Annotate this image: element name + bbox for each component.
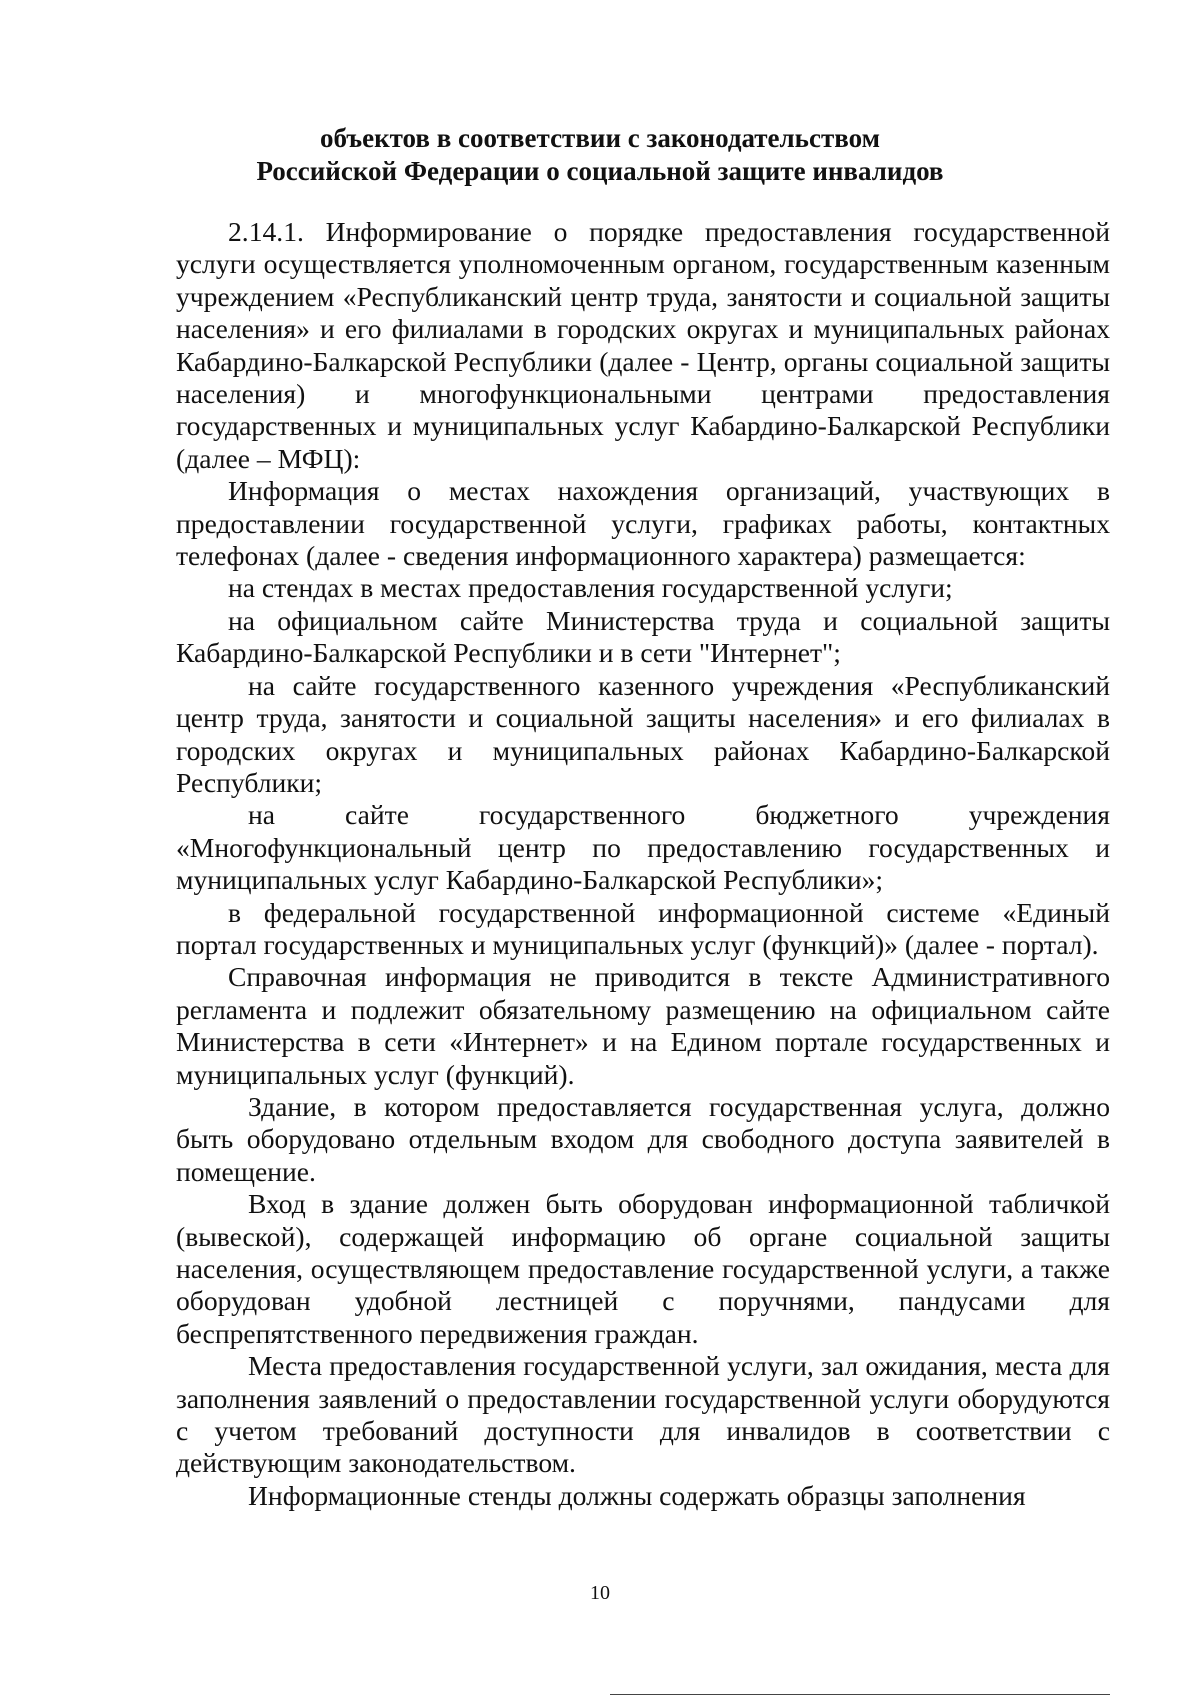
paragraph-service-places: Места предоставления государственной услуги, зал ожидания, места для заполнения заявлений о предоставлении государственной услуги оборудуются с учетом требований доступности для инвалидов в соответствии с действующим законодательством. bbox=[176, 1350, 1110, 1479]
paragraph-2-14-1: 2.14.1. Информирование о порядке предоставления государственной услуги осуществляется уполномоченным органом, государственным казенным учреждением «Республиканский центр труда, занятости и социальной защиты населения» и его филиалами в городских округах и муниципальных районах Кабардино-Балкарской Республики (далее - Центр, органы социальной защиты населения) и многофункциональными центрами предоставления государственных и муниципальных услуг Кабардино-Балкарской Республики (далее – МФЦ): bbox=[176, 216, 1110, 474]
heading-line-1: объектов в соответствии с законодательством bbox=[320, 123, 880, 153]
paragraph-info-locations: Информация о местах нахождения организаций, участвующих в предоставлении государственной услуги, графиках работы, контактных телефонах (далее - сведения информационного характера) размещается: bbox=[176, 475, 1110, 572]
paragraph-building: Здание, в котором предоставляется государственная услуга, должно быть оборудовано отдельным входом для свободного доступа заявителей в помещение. bbox=[176, 1090, 1110, 1187]
paragraph-center-site: на сайте государственного казенного учреждения «Республиканский центр труда, занятости и социальной защиты населения» и его филиалах в городских округах и муниципальных районах Кабардино-Балкарской Республики; bbox=[176, 669, 1110, 798]
paragraph-entrance: Вход в здание должен быть оборудован информационной табличкой (вывеской), содержащей информацию об органе социальной защиты населения, осуществляющем предоставление государственной услуги, а также оборудован удобной лестницей с поручнями, пандусами для беспрепятственного передвижения граждан. bbox=[176, 1188, 1110, 1349]
paragraph-ministry-site: на официальном сайте Министерства труда и социальной защиты Кабардино-Балкарской Республики и в сети "Интернет"; bbox=[176, 604, 1110, 669]
paragraph-mfc-site: на сайте государственного бюджетного учреждения «Многофункциональный центр по предоставлению государственных и муниципальных услуг Кабардино-Балкарской Республики»; bbox=[176, 799, 1110, 896]
page-number: 10 bbox=[590, 1582, 610, 1604]
paragraph-federal-portal: в федеральной государственной информационной системе «Единый портал государственных и муниципальных услуг (функций)» (далее - портал). bbox=[176, 896, 1110, 960]
body-text bbox=[176, 216, 1110, 1512]
scan-artifact-line bbox=[610, 1694, 1110, 1695]
paragraph-stands: на стендах в местах предоставления государственной услуги; bbox=[228, 572, 953, 604]
paragraph-reference-info: Справочная информация не приводится в тексте Административного регламента и подлежит обязательному размещению на официальном сайте Министерства в сети «Интернет» и на Едином портале государственных и муниципальных услуг (функций). bbox=[176, 961, 1110, 1090]
section-heading bbox=[0, 122, 1200, 188]
paragraph-info-stands: Информационные стенды должны содержать образцы заполнения bbox=[248, 1479, 1026, 1511]
heading-line-2: Российской Федерации о социальной защите инвалидов bbox=[256, 156, 944, 186]
